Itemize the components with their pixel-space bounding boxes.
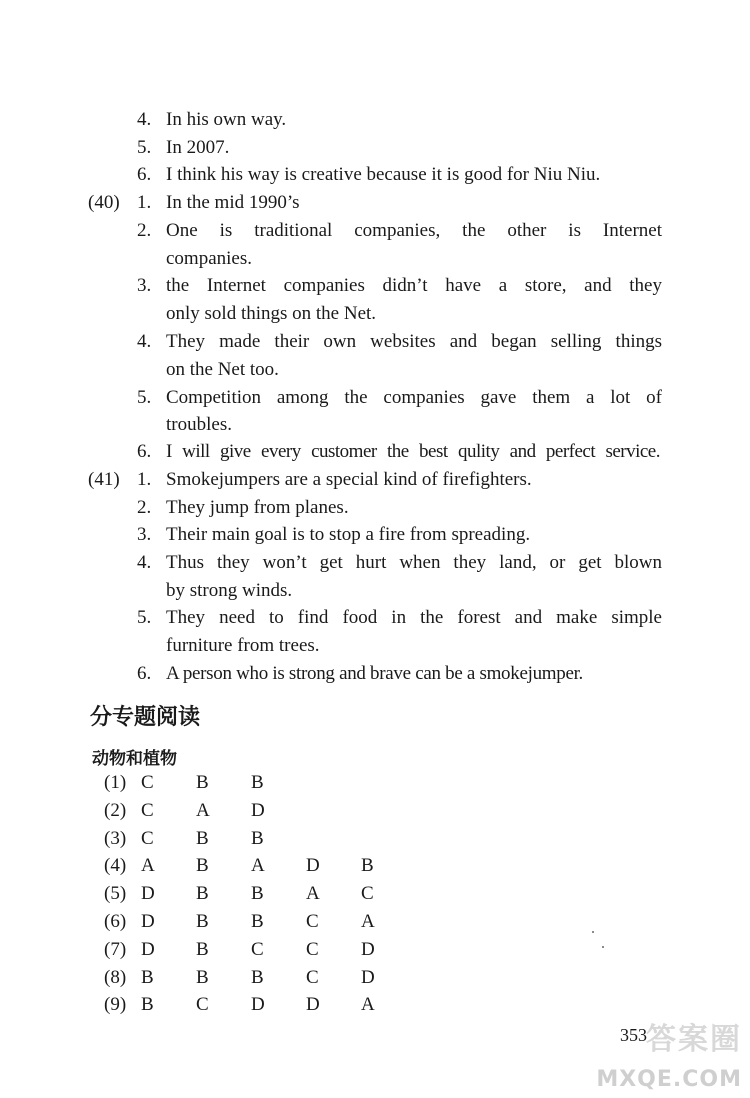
s40-item-3-line-1: the Internet companies didn’t have a store, and they [166,275,662,296]
answer-choice: B [196,772,209,793]
page-number: 353 [620,1025,647,1045]
answer-choice: B [251,966,264,988]
item-text: Their main goal is to stop a fire from spreading. [166,524,531,545]
s40-item-2-line-1: One is traditional companies, the other is Internet [166,220,662,241]
answer-choice: B [196,827,209,849]
item-number: 5. [137,607,152,628]
answer-choice: C [196,994,209,1016]
question-number: (9) [104,994,127,1016]
question-number: (1) [104,772,127,793]
item-text: I think his way is creative because it is good for Niu Niu. [166,164,601,185]
answer-choice: D [251,799,265,821]
s41-label: (41) [88,469,120,490]
answer-row [104,993,404,1017]
answer-row [104,771,404,795]
item-number: 6. [137,663,152,684]
item-text: Smokejumpers are a special kind of firefighters. [166,469,532,490]
answer-choice: D [251,994,265,1016]
answer-choice: A [251,855,265,877]
item-number: 4. [137,331,152,352]
answer-choice: C [141,799,154,821]
answer-choice: B [196,911,209,932]
question-number: (4) [104,855,127,877]
item-number: 5. [137,387,152,408]
s40-item-6-line-1: I will give every customer the best qulity and perfect service. [166,441,660,462]
question-number: (5) [104,883,127,905]
item-number: 3. [137,275,152,296]
item-text: In his own way. [166,109,287,130]
s40-item-2-line-2: companies. [166,248,253,269]
s41-item-4-line-2: by strong winds. [166,580,293,601]
answer-row [104,966,404,990]
answer-choice: B [196,883,209,905]
question-number: (6) [104,911,127,932]
answer-row [104,854,404,878]
answer-choice: C [141,772,154,793]
answer-choice: B [251,827,264,849]
answer-choice: C [306,911,319,932]
s40-item-5-line-1: Competition among the companies gave them a lot of [166,387,662,408]
item-text: They jump from planes. [166,497,349,518]
question-number: (7) [104,938,127,960]
answer-choice: C [306,938,319,960]
item-number: 1. [137,192,152,213]
answer-choice: D [361,966,375,988]
answer-row [104,882,404,906]
item-text: In 2007. [166,137,230,158]
answer-choice: A [361,911,375,932]
answer-choice: B [251,772,264,793]
s41-item-5-line-1: They need to find food in the forest and make simple [166,607,662,628]
answer-choice: C [251,938,264,960]
s40-item-4-line-1: They made their own websites and began selling things [166,331,662,352]
s41-item-5-line-2: furniture from trees. [166,635,320,656]
answer-choice: B [196,855,209,877]
answer-choice: D [141,883,155,905]
answer-row [104,799,404,823]
question-number: (3) [104,827,127,849]
answer-choice: D [306,994,320,1016]
answer-choice: C [306,966,319,988]
answer-row [104,827,404,851]
question-number: (8) [104,966,127,988]
answer-row [104,938,404,962]
s40-label: (40) [88,192,120,213]
answer-choice: A [196,799,210,821]
s40-item-5-line-2: troubles. [166,414,232,435]
question-number: (2) [104,799,127,821]
item-number: 2. [137,497,152,518]
item-text: A person who is strong and brave can be a smokejumper. [166,663,584,684]
answer-choice: D [141,938,155,960]
s40-item-3-line-2: only sold things on the Net. [166,303,377,324]
speck [592,931,594,933]
s41-item-4-line-1: Thus they won’t get hurt when they land, or get blown [166,552,662,573]
item-number: 6. [137,164,152,185]
item-number: 6. [137,441,152,462]
answer-choice: B [251,911,264,932]
answer-choice: B [251,883,264,905]
answer-choice: A [361,994,375,1016]
item-number: 5. [137,137,152,158]
answer-choice: A [141,855,155,877]
item-text: In the mid 1990’s [166,192,300,213]
item-number: 2. [137,220,152,241]
section-heading: 分专题阅读 [90,705,201,730]
answer-choice: B [196,938,209,960]
item-number: 1. [137,469,152,490]
answer-choice: B [141,966,154,988]
watermark-site: MXQE.COM [596,1067,742,1092]
topic-subheading: 动物和植物 [92,749,177,769]
answer-row [104,910,404,934]
answer-choice: D [361,938,375,960]
item-number: 4. [137,109,152,130]
answer-choice: C [361,883,374,905]
answer-choice: D [141,911,155,932]
speck [602,946,604,948]
answer-choice: A [306,883,320,905]
answer-choice: B [141,994,154,1016]
item-number: 3. [137,524,152,545]
watermark-logo: 答案圈 [646,1022,742,1057]
answer-choice: C [141,827,154,849]
s40-item-4-line-2: on the Net too. [166,359,279,380]
answer-choice: B [361,855,374,877]
answer-choice: B [196,966,209,988]
item-number: 4. [137,552,152,573]
answer-choice: D [306,855,320,877]
